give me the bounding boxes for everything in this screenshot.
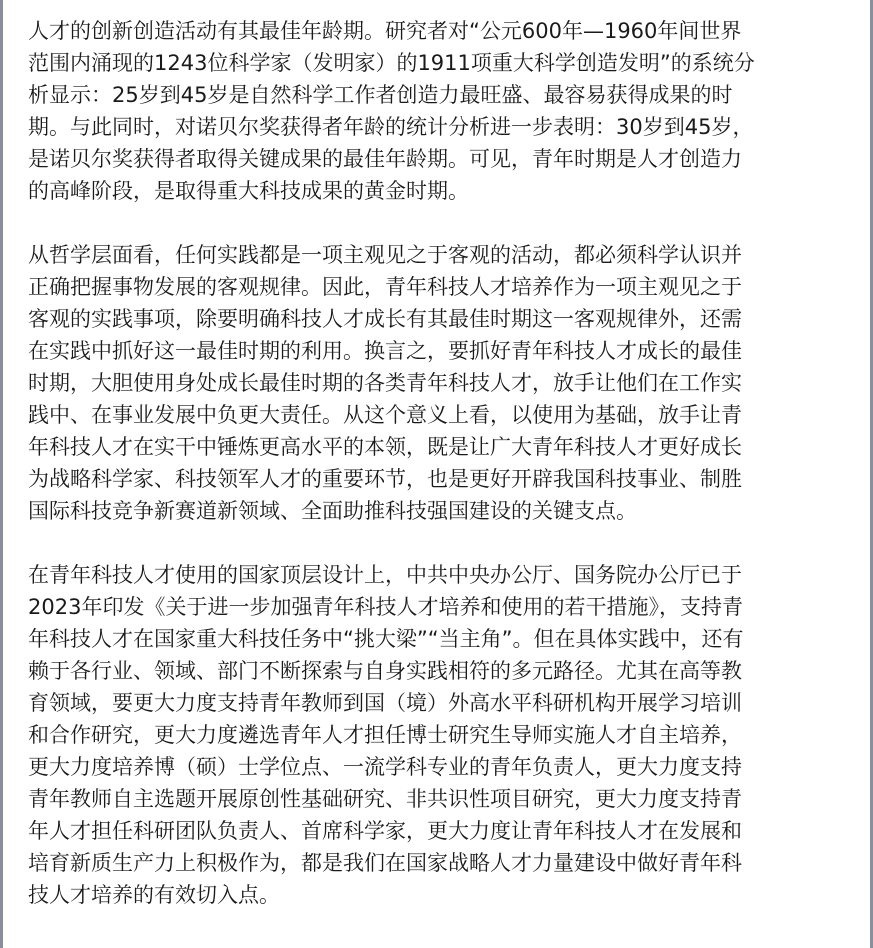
paragraph-2: 从哲学层面看，任何实践都是一项主观见之于客观的活动，都必须科学认识并 正确把握事物发展的客观规律。因此，青年科技人才培养作为一项主观见之于 客观的实践事项，除要明确科技人才成长有其最佳时期这一客观规律外，还需 在实践中抓好这一最佳时期的利用。换言之，要抓好青年科技人才成长的最佳 时期，大胆使用身处成长最佳时期的各类青年科技人才，放手让他们在工作实 践中、在事业发展中负更大责任。从这个意义上看，以使用为基础，放手让青 年科技人才在实干中锤炼更高水平的本领，既是让广大青年科技人才更好成长 为战略科学家、科技领军人才的重要环节，也是更好开辟我国科技事业、制胜 国际科技竞争新赛道新领域、全面助推科技强国建设的关键支点。 [28,243,742,523]
article-body [28,15,848,911]
paragraph-3: 在青年科技人才使用的国家顶层设计上，中共中央办公厅、国务院办公厅已于 2023年印发《关于进一步加强青年科技人才培养和使用的若干措施》，支持青 年科技人才在国家重大科技任务中“挑大梁”“当主角”。但在具体实践中，还有 赖于各行业、领域、部门不断探索与自身实践相符的多元路径。尤其在高等教 育领域，要更大力度支持青年教师到国（境）外高水平科研机构开展学习培训 和合作研究，更大力度遴选青年人才担任博士研究生导师实施人才自主培养， 更大力度培养博（硕）士学位点、一流学科专业的青年负责人，更大力度支持 青年教师自主选题开展原创性基础研究、非共识性项目研究，更大力度支持青 年人才担任科研团队负责人、首席科学家，更大力度让青年科技人才在发展和 培育新质生产力上积极作为，都是我们在国家战略人才力量建设中做好青年科 技人才培养的有效切入点。 [28,563,744,907]
paragraph-1: 人才的创新创造活动有其最佳年龄期。研究者对“公元600年—1960年间世界 范围内涌现的1243位科学家（发明家）的1911项重大科学创造发明”的系统分 析显示：25岁到45岁是自然科学工作者创造力最旺盛、最容易获得成果的时 期。与此同时，对诺贝尔奖获得者年龄的统计分析进一步表明：30岁到45岁， 是诺贝尔奖获得者取得关键成果的最佳年龄期。可见，青年时期是人才创造力 的高峰阶段，是取得重大科技成果的黄金时期。 [28,19,755,203]
